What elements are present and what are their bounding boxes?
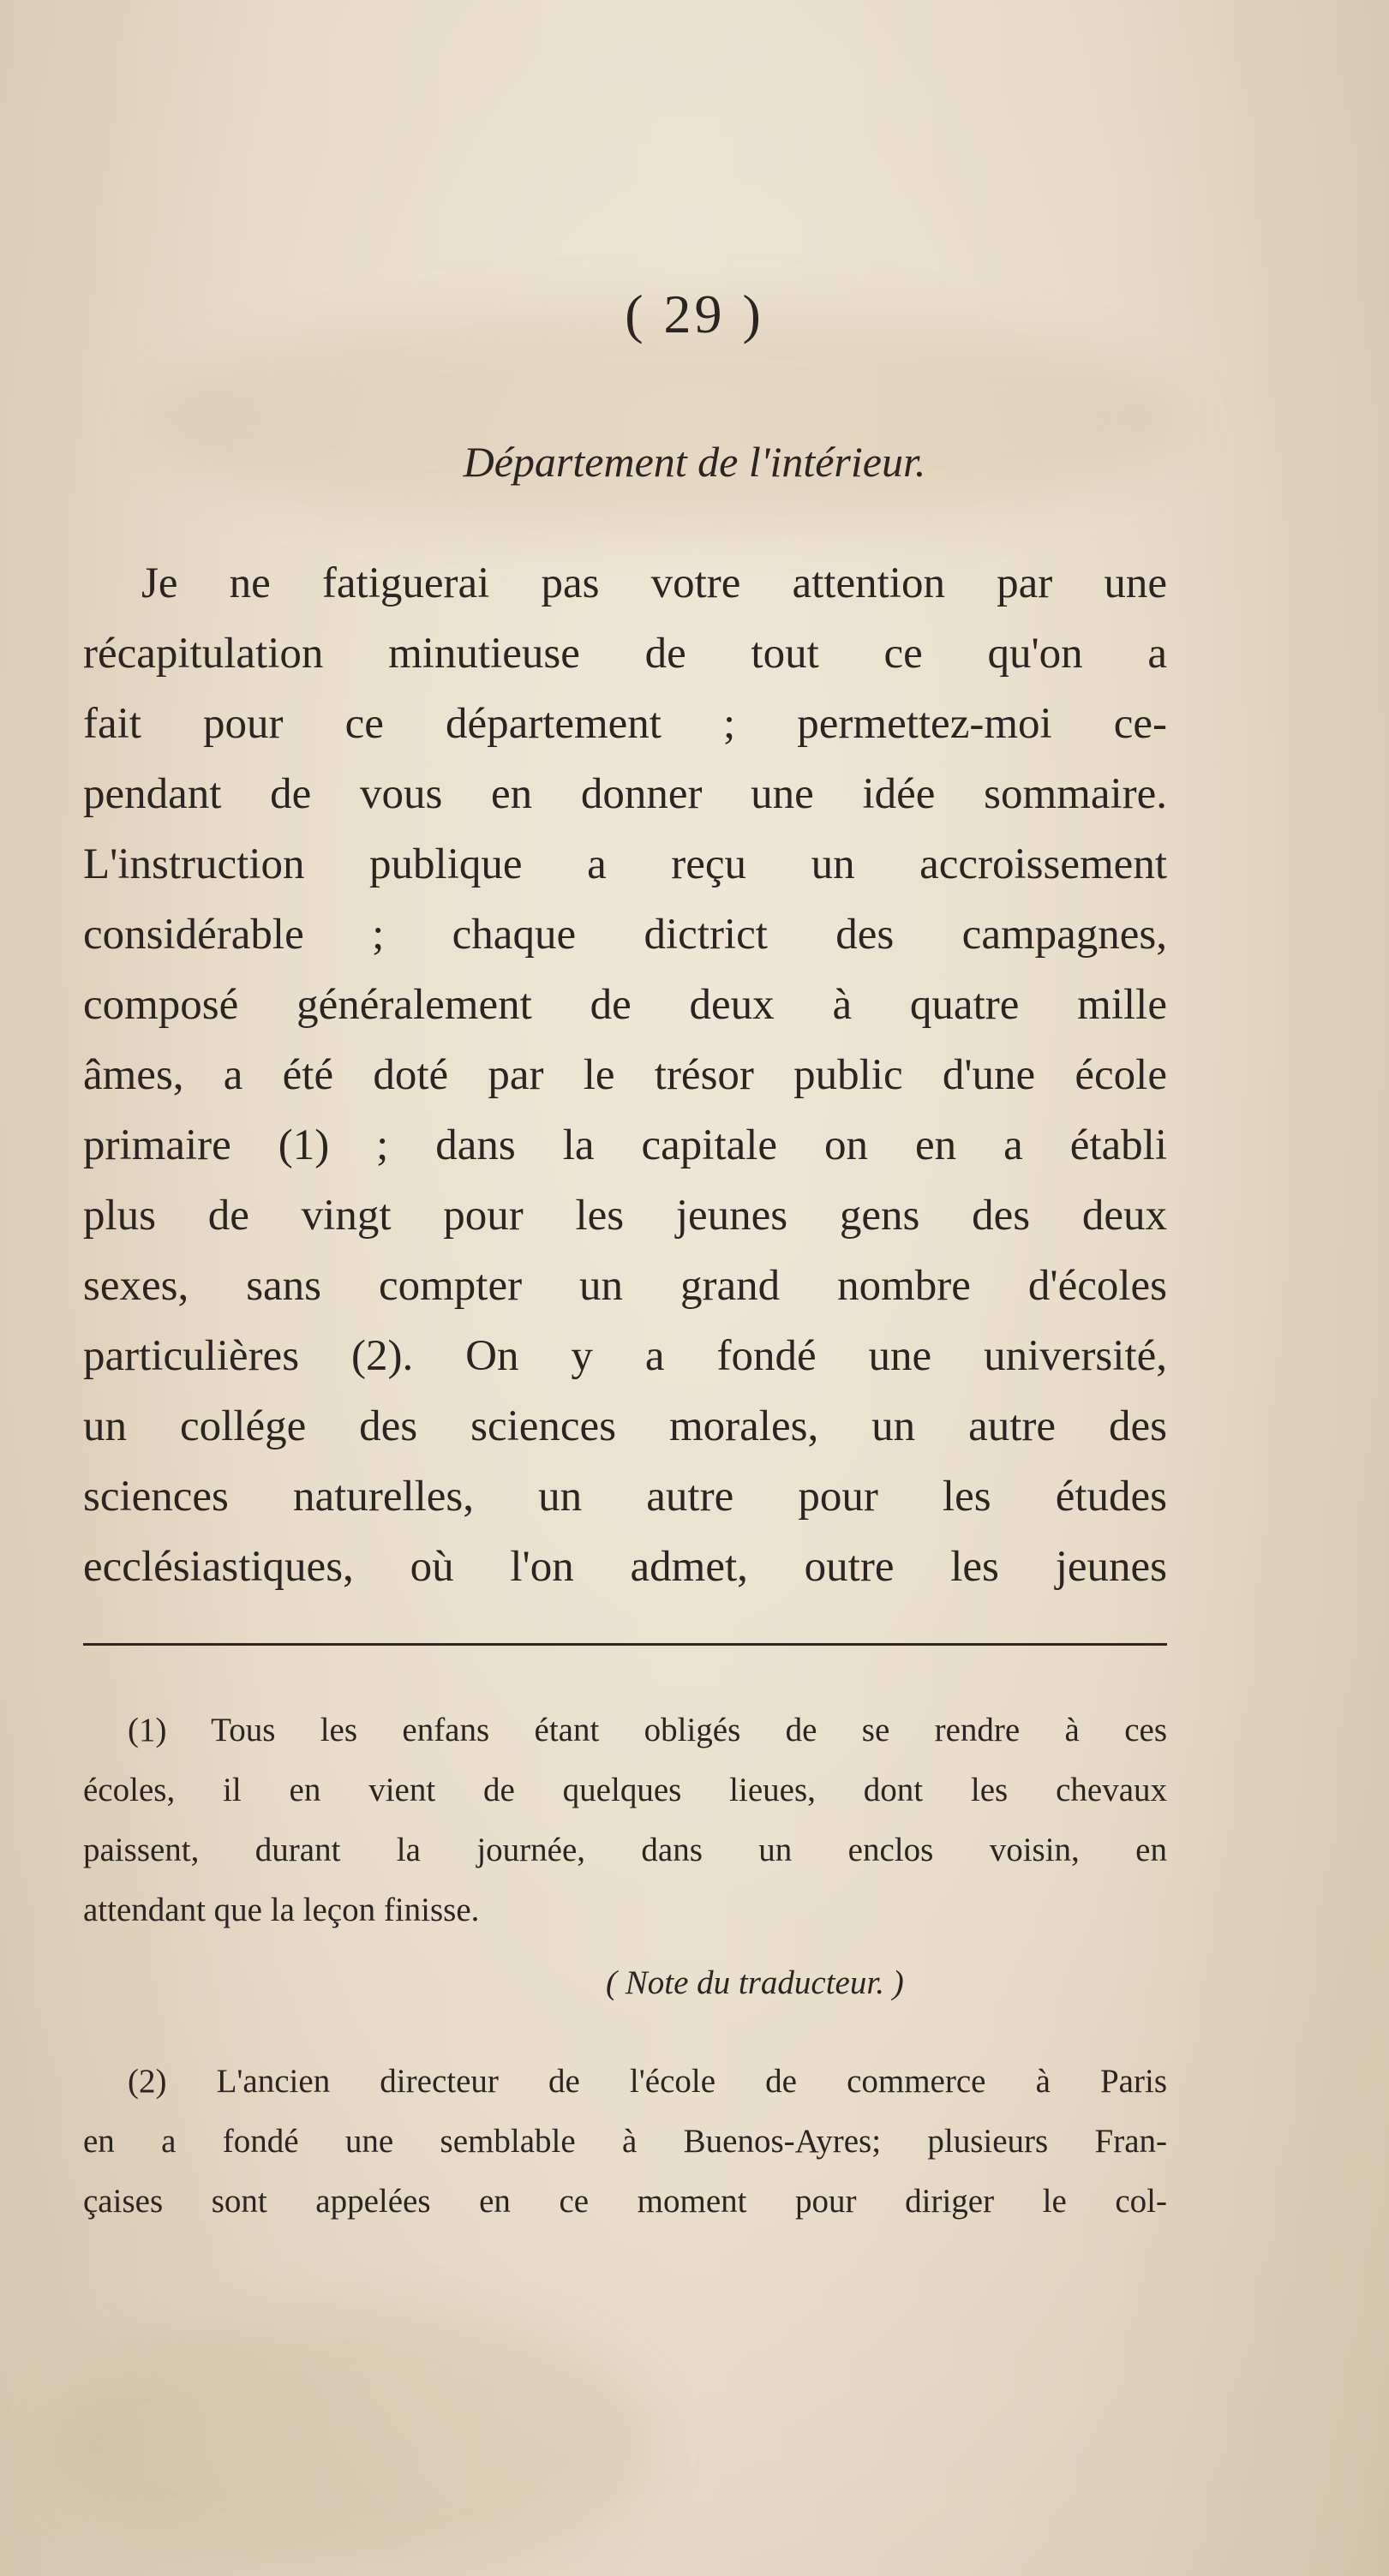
body-line: ecclésiastiques, où l'on admet, outre les jeunes bbox=[83, 1543, 1167, 1591]
body-text bbox=[83, 548, 1167, 1602]
body-line: pendant de vous en donner une idée sommaire. bbox=[83, 770, 1167, 818]
body-line: un collége des sciences morales, un autre des bbox=[83, 1402, 1167, 1450]
body-line: sciences naturelles, un autre pour les études bbox=[83, 1473, 1167, 1521]
body-line: composé généralement de deux à quatre mille bbox=[83, 981, 1167, 1029]
footnote-1-line: écoles, il en vient de quelques lieues, dont les chevaux bbox=[83, 1772, 1167, 1808]
body-line: plus de vingt pour les jeunes gens des deux bbox=[83, 1192, 1167, 1240]
footnote-1-line: attendant que la leçon finisse. bbox=[83, 1892, 480, 1928]
body-line: sexes, sans compter un grand nombre d'écoles bbox=[83, 1262, 1167, 1310]
footnote-2-line: en a fondé une semblable à Buenos-Ayres; plusieurs Fran- bbox=[83, 2123, 1167, 2160]
body-line: Je ne fatiguerai pas votre attention par une bbox=[141, 559, 1167, 607]
body-line: considérable ; chaque dictrict des campagnes, bbox=[83, 911, 1167, 959]
body-line: L'instruction publique a reçu un accroissement bbox=[83, 840, 1167, 888]
paper-stain bbox=[51, 2313, 651, 2570]
section-title: Département de l'intérieur. bbox=[463, 438, 926, 486]
footnote-1-line: paissent, durant la journée, dans un enclos voisin, en bbox=[83, 1832, 1167, 1868]
footnote-divider bbox=[83, 1643, 1167, 1646]
page-number: ( 29 ) bbox=[625, 284, 764, 344]
body-line: primaire (1) ; dans la capitale on en a établi bbox=[83, 1121, 1167, 1169]
footnote-2-line: (2) L'ancien directeur de l'école de commerce à Paris bbox=[128, 2063, 1167, 2100]
footnote-1-line: (1) Tous les enfans étant obligés de se rendre à ces bbox=[128, 1712, 1167, 1748]
footnote-1-attribution: ( Note du traducteur. ) bbox=[606, 1964, 904, 2001]
body-line: particulières (2). On y a fondé une université, bbox=[83, 1332, 1167, 1380]
footnotes bbox=[83, 1700, 1167, 2232]
footnote-2-line: çaises sont appelées en ce moment pour diriger le col- bbox=[83, 2183, 1167, 2220]
body-line: fait pour ce département ; permettez-moi ce- bbox=[83, 700, 1167, 748]
footnote-gap bbox=[83, 2026, 1167, 2052]
body-line: récapitulation minutieuse de tout ce qu'on a bbox=[83, 630, 1167, 678]
body-line: âmes, a été doté par le trésor public d'une école bbox=[83, 1051, 1167, 1099]
